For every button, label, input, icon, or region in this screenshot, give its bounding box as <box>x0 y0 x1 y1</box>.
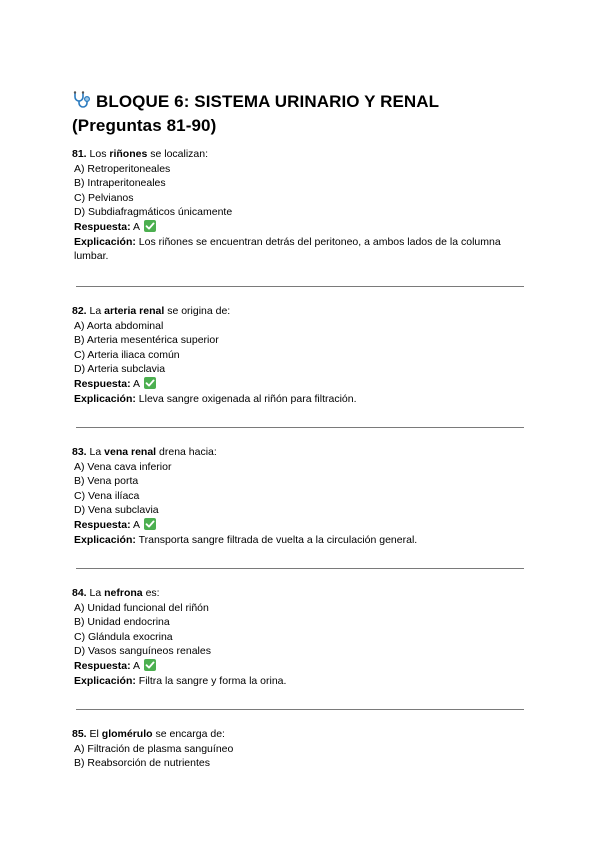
answer-label: Respuesta: <box>74 377 131 390</box>
explanation-label: Explicación: <box>74 533 136 546</box>
question-number: 83. <box>72 446 87 458</box>
question-81 <box>72 147 532 264</box>
option-item: A) Retroperitoneales <box>74 162 171 175</box>
question-85 <box>72 727 532 771</box>
question-number: 84. <box>72 587 87 599</box>
question-post: se localizan: <box>150 148 209 160</box>
question-stem <box>72 727 532 742</box>
answer-line <box>72 377 532 392</box>
question-83 <box>72 445 532 547</box>
option-item: B) Vena porta <box>74 475 139 488</box>
option-item: D) Arteria subclavia <box>74 363 166 376</box>
section-divider <box>76 709 524 710</box>
explanation-label: Explicación: <box>74 674 136 687</box>
question-post: es: <box>145 587 160 599</box>
option-item: A) Vena cava inferior <box>74 460 172 473</box>
check-mark-icon <box>144 518 156 530</box>
option-item: B) Arteria mesentérica superior <box>74 334 219 347</box>
explanation-line <box>72 392 532 407</box>
block-title <box>72 90 532 138</box>
option-item: B) Reabsorción de nutrientes <box>74 757 210 770</box>
question-pre: La <box>89 587 102 599</box>
section-divider <box>76 286 524 287</box>
question-post: se origina de: <box>167 305 231 317</box>
option-item: A) Unidad funcional del riñón <box>74 601 209 614</box>
question-pre: Los <box>89 148 107 160</box>
title-line-2: (Preguntas 81-90) <box>72 116 217 135</box>
title-text: BLOQUE 6: SISTEMA URINARIO Y RENAL <box>96 92 440 111</box>
section-divider <box>76 568 524 569</box>
answer-value: A <box>132 377 140 390</box>
question-stem <box>72 445 532 460</box>
question-post: drena hacia: <box>159 446 217 458</box>
answer-label: Respuesta: <box>74 659 131 672</box>
option-item: D) Vasos sanguíneos renales <box>74 645 211 658</box>
explanation-line <box>72 674 532 689</box>
option-item: C) Pelvianos <box>74 191 134 204</box>
answer-line <box>72 518 532 533</box>
question-pre: El <box>89 728 99 740</box>
option-item: C) Glándula exocrina <box>74 630 173 643</box>
question-pre: La <box>89 446 102 458</box>
explanation-line <box>72 533 532 548</box>
title-line-1 <box>72 90 532 114</box>
check-mark-icon <box>144 659 156 671</box>
answer-label: Respuesta: <box>74 220 131 233</box>
check-mark-icon <box>144 220 156 232</box>
question-82 <box>72 304 532 406</box>
answer-value: A <box>132 518 140 531</box>
explanation-label: Explicación: <box>74 392 136 405</box>
answer-value: A <box>132 220 140 233</box>
answer-label: Respuesta: <box>74 518 131 531</box>
option-item: A) Aorta abdominal <box>74 319 164 332</box>
explanation-label: Explicación: <box>74 235 136 248</box>
option-item: B) Unidad endocrina <box>74 616 170 629</box>
question-pre: La <box>89 305 102 317</box>
section-divider <box>76 427 524 428</box>
explanation-line <box>72 235 532 264</box>
question-term: glomérulo <box>101 728 153 740</box>
question-post: se encarga de: <box>155 728 225 740</box>
question-84 <box>72 586 532 688</box>
question-term: riñones <box>109 148 148 160</box>
explanation-text: Transporta sangre filtrada de vuelta a la circulación general. <box>138 533 418 546</box>
question-number: 81. <box>72 148 87 160</box>
answer-line <box>72 220 532 235</box>
explanation-text: Lleva sangre oxigenada al riñón para filtración. <box>138 392 357 405</box>
option-item: B) Intraperitoneales <box>74 177 166 190</box>
question-stem <box>72 147 532 162</box>
option-item: C) Vena ilíaca <box>74 489 140 502</box>
question-number: 82. <box>72 305 87 317</box>
explanation-text: Los riñones se encuentran detrás del peritoneo, a ambos lados de la columna lumbar. <box>74 235 501 263</box>
question-stem <box>72 304 532 319</box>
question-term: vena renal <box>104 446 157 458</box>
check-mark-icon <box>144 377 156 389</box>
question-number: 85. <box>72 728 87 740</box>
answer-line <box>72 659 532 674</box>
explanation-text: Filtra la sangre y forma la orina. <box>138 674 287 687</box>
question-stem <box>72 586 532 601</box>
question-term: nefrona <box>104 587 143 599</box>
option-item: D) Vena subclavia <box>74 504 159 517</box>
option-item: D) Subdiafragmáticos únicamente <box>74 206 233 219</box>
stethoscope-icon <box>72 91 92 109</box>
answer-value: A <box>132 659 140 672</box>
option-item: C) Arteria iliaca común <box>74 348 180 361</box>
question-term: arteria renal <box>104 305 165 317</box>
option-item: A) Filtración de plasma sanguíneo <box>74 742 234 755</box>
